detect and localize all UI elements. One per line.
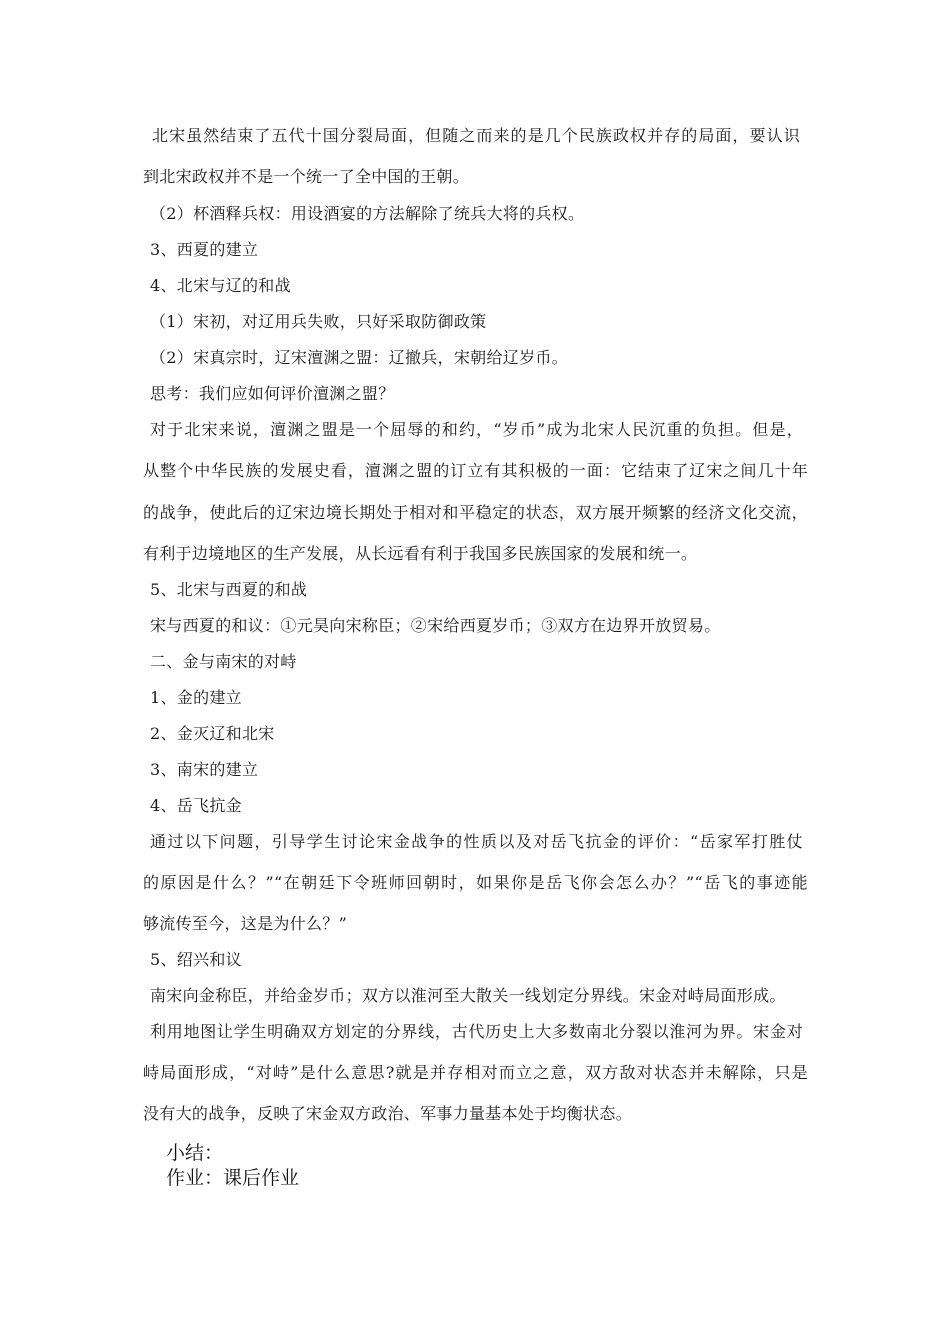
question: 思考：我们应如何评价澶渊之盟？ [150,384,395,403]
paragraph-line: 南宋向金称臣，并给金岁币；双方以淮河至大散关一线划定分界线。宋金对峙局面形成。 [150,986,786,1005]
paragraph-line: 没有大的战争，反映了宋金双方政治、军事力量基本处于均衡状态。 [143,1104,633,1123]
paragraph-line: 对于北宋来说，澶渊之盟是一个屈辱的和约，“岁币”成为北宋人民沉重的负担。但是， [150,420,803,439]
section-heading: 4、北宋与辽的和战 [150,276,291,295]
paragraph-line: 利用地图让学生明确双方划定的分界线，古代历史上大多数南北分裂以淮河为界。宋金对 [150,1022,803,1041]
paragraph-line: 的原因是什么？”“在朝廷下令班师回朝时，如果你是岳飞你会怎么办？”“岳飞的事迹能 [143,873,808,892]
paragraph-line: 从整个中华民族的发展史看，澶渊之盟的订立有其积极的一面：它结束了辽宋之间几十年 [143,461,808,480]
list-item: 2、金灭辽和北宋 [150,724,275,743]
paragraph-line: 峙局面形成，“对峙”是什么意思?就是并存相对而立之意，双方敌对状态并未解除，只是 [143,1063,808,1082]
list-item: （2）杯酒释兵权：用设酒宴的方法解除了统兵大将的兵权。 [150,204,585,223]
paragraph-line: 够流传至今，这是为什么？” [143,914,348,933]
list-item: （1）宋初，对辽用兵失败，只好采取防御政策 [150,312,487,331]
section-heading: 二、金与南宋的对峙 [150,652,297,671]
paragraph-line: 有利于边境地区的生产发展，从长远看有利于我国多民族国家的发展和统一。 [143,544,698,563]
paragraph-line: 宋与西夏的和议：①元昊向宋称臣；②宋给西夏岁币；③双方在边界开放贸易。 [150,616,721,635]
summary-label: 小结： [166,1142,224,1164]
list-item: （2）宋真宗时，辽宋澶渊之盟：辽撤兵，宋朝给辽岁币。 [150,348,568,367]
section-heading: 3、西夏的建立 [150,240,259,259]
list-item: 3、南宋的建立 [150,760,259,779]
homework-label: 作业：课后作业 [166,1167,300,1189]
list-item: 4、岳飞抗金 [150,796,242,815]
list-item: 1、金的建立 [150,688,242,707]
list-item: 5、绍兴和议 [150,950,242,969]
paragraph-line: 到北宋政权并不是一个统一了全中国的王朝。 [143,167,470,186]
paragraph-line: 通过以下问题，引导学生讨论宋金战争的性质以及对岳飞抗金的评价：“岳家军打胜仗 [150,832,803,851]
paragraph-line: 的战争，使此后的辽宋边境长期处于相对和平稳定的状态，双方展开频繁的经济文化交流， [143,503,808,522]
paragraph-line: 北宋虽然结束了五代十国分裂局面，但随之而来的是几个民族政权并存的局面，要认识 [152,126,800,145]
section-heading: 5、北宋与西夏的和战 [150,580,308,599]
